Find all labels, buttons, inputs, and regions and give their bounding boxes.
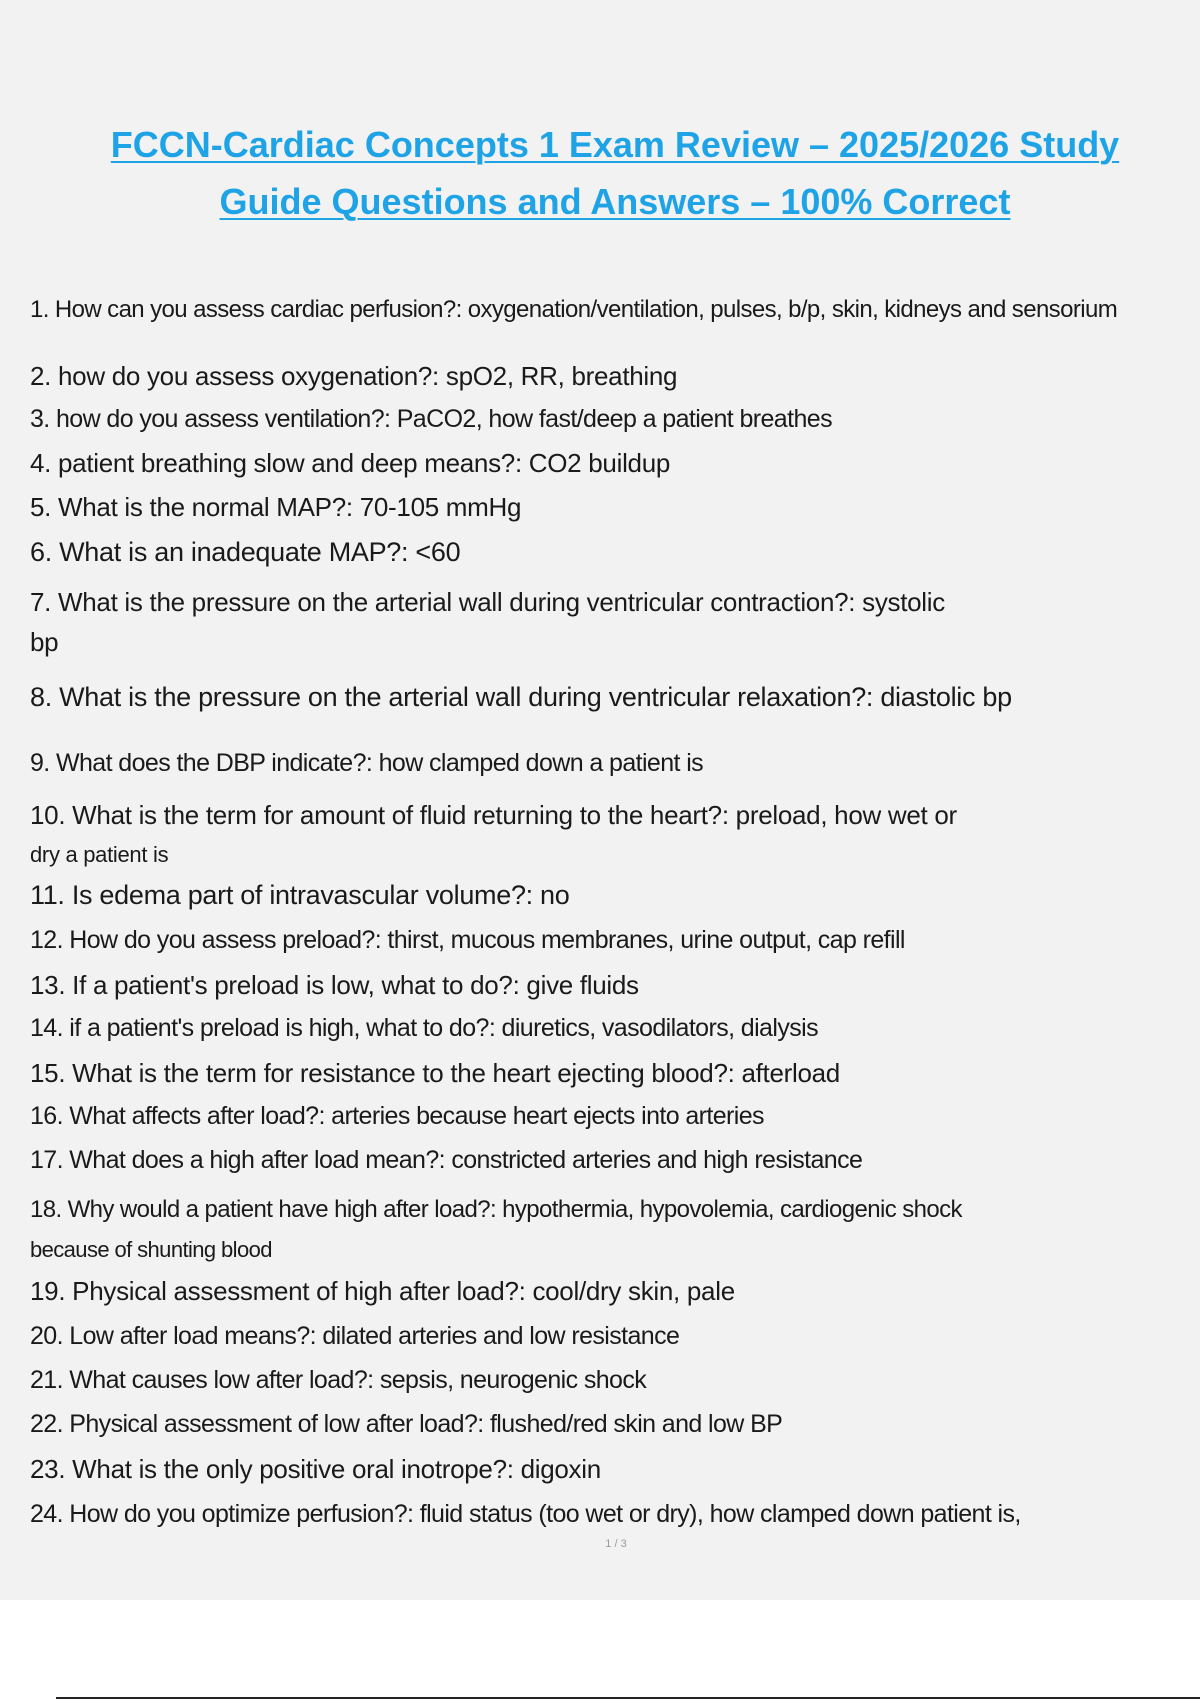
list-item: 7. What is the pressure on the arterial wall during ventricular contraction?: systolic bp bbox=[30, 587, 945, 657]
list-item: 23. What is the only positive oral inotrope?: digoxin bbox=[30, 1454, 601, 1484]
list-item: 8. What is the pressure on the arterial wall during ventricular relaxation?: diastolic bp bbox=[30, 682, 1012, 712]
list-item: 14. if a patient's preload is high, what to do?: diuretics, vasodilators, dialysis bbox=[30, 1014, 818, 1042]
list-item: 13. If a patient's preload is low, what to do?: give fluids bbox=[30, 970, 639, 1000]
title-line-2: Guide Questions and Answers – 100% Correct bbox=[219, 181, 1011, 222]
list-item: 20. Low after load means?: dilated arteries and low resistance bbox=[30, 1322, 680, 1350]
list-item: 1. How can you assess cardiac perfusion?: oxygenation/ventilation, pulses, b/p, skin, kidneys and sensorium bbox=[30, 296, 1118, 323]
list-item: 2. how do you assess oxygenation?: spO2, RR, breathing bbox=[30, 361, 678, 391]
list-item: 16. What affects after load?: arteries because heart ejects into arteries bbox=[30, 1102, 764, 1130]
list-item: 12. How do you assess preload?: thirst, mucous membranes, urine output, cap refill bbox=[30, 926, 905, 954]
page-divider bbox=[56, 1697, 1200, 1699]
list-item: 21. What causes low after load?: sepsis, neurogenic shock bbox=[30, 1366, 647, 1394]
list-item: 4. patient breathing slow and deep means?: CO2 buildup bbox=[30, 448, 671, 478]
page-indicator: 1 / 3 bbox=[605, 1538, 627, 1550]
list-item: 18. Why would a patient have high after load?: hypothermia, hypovolemia, cardiogenic shock because of shunting blood bbox=[30, 1196, 962, 1262]
list-item: 19. Physical assessment of high after load?: cool/dry skin, pale bbox=[30, 1276, 735, 1306]
list-item: 24. How do you optimize perfusion?: fluid status (too wet or dry), how clamped down patient is, bbox=[30, 1500, 1021, 1528]
document-title bbox=[30, 116, 1200, 230]
list-item: 22. Physical assessment of low after load?: flushed/red skin and low BP bbox=[30, 1410, 783, 1438]
list-item: 17. What does a high after load mean?: constricted arteries and high resistance bbox=[30, 1146, 863, 1174]
list-item: 5. What is the normal MAP?: 70-105 mmHg bbox=[30, 492, 522, 522]
title-line-1: FCCN-Cardiac Concepts 1 Exam Review – 2025/2026 Study bbox=[110, 124, 1120, 165]
list-item: 15. What is the term for resistance to the heart ejecting blood?: afterload bbox=[30, 1058, 840, 1088]
list-item: 6. What is an inadequate MAP?: <60 bbox=[30, 537, 461, 567]
list-item: 11. Is edema part of intravascular volume?: no bbox=[30, 880, 570, 910]
list-item: 10. What is the term for amount of fluid returning to the heart?: preload, how wet or dry a patient is bbox=[30, 800, 957, 867]
list-item: 3. how do you assess ventilation?: PaCO2, how fast/deep a patient breathes bbox=[30, 405, 832, 433]
list-item: 9. What does the DBP indicate?: how clamped down a patient is bbox=[30, 749, 704, 777]
